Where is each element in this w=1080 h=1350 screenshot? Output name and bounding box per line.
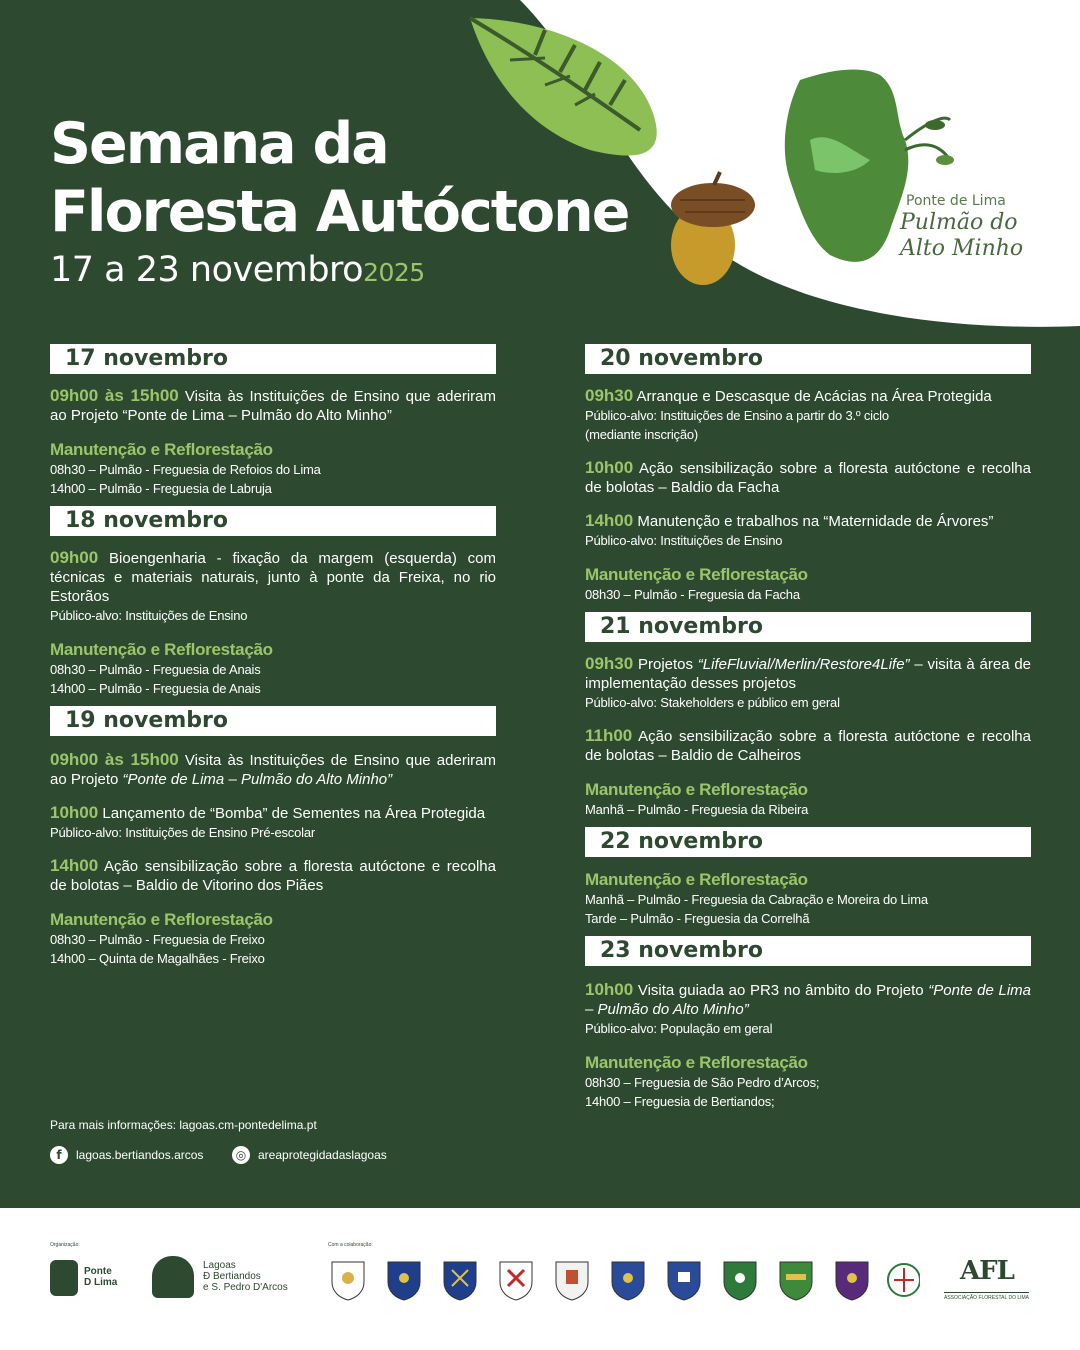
maintenance-item: Tarde – Pulmão - Freguesia da Correlhã [585, 911, 810, 926]
event-text: Visita às Instituições de Ensino que aderiram ao Projeto “Ponte de Lima – Pulmão do Alto Minho” [50, 388, 496, 424]
more-info-link[interactable]: Para mais informações: lagoas.cm-pontedelima.pt [50, 1118, 317, 1132]
event-time: 10h00 [585, 980, 634, 999]
sponsors-strip [0, 1208, 1080, 1350]
event-time: 10h00 [50, 803, 99, 822]
event-20-2 [585, 458, 1031, 497]
collaboration-label: Com a colaboração: [328, 1242, 373, 1248]
event-time: 14h00 [585, 511, 634, 530]
facebook-handle: lagoas.bertiandos.arcos [76, 1148, 204, 1162]
maintenance-title-23: Manutenção e Reflorestação [585, 1053, 808, 1072]
event-time: 09h30 [585, 386, 634, 405]
event-19-1 [50, 750, 496, 789]
event-audience: Público-alvo: Instituições de Ensino [585, 533, 783, 548]
event-text: Projetos [633, 656, 698, 673]
event-text: Ação sensibilização sobre a floresta autóctone e recolha de bolotas – Baldio de Calheiros [585, 728, 1031, 764]
crest-10 [836, 1262, 868, 1300]
event-23-1 [585, 980, 1031, 1019]
instagram-icon: ◎ [232, 1146, 250, 1164]
maintenance-item: 14h00 – Pulmão - Freguesia de Labruja [50, 481, 272, 496]
ponte-lima-logo-icon [50, 1260, 78, 1296]
schedule-left-column [50, 344, 496, 968]
maintenance-item: 08h30 – Pulmão - Freguesia de Anais [50, 662, 261, 677]
maintenance-item: 14h00 – Freguesia de Bertiandos; [585, 1094, 775, 1109]
facebook-link[interactable] [50, 1146, 203, 1164]
event-17-1 [50, 386, 496, 425]
crest-7 [668, 1262, 700, 1300]
day-header-21: 21 novembro [585, 612, 1031, 642]
maintenance-item: Manhã – Pulmão - Freguesia da Ribeira [585, 802, 809, 817]
event-text: – visita à área de implementação desses projetos [585, 656, 1031, 692]
event-audience: Público-alvo: População em geral [585, 1021, 773, 1036]
brand-tagline: Pulmão do Alto Minho [900, 210, 1024, 261]
page-title-line1: Semana da [50, 111, 388, 177]
maintenance-item: 14h00 – Quinta de Magalhães - Freixo [50, 951, 265, 966]
crest-1 [332, 1262, 364, 1300]
event-text: Ação sensibilização sobre a floresta autóctone e recolha de bolotas – Baldio da Facha [585, 460, 1031, 496]
event-time: 09h30 [585, 654, 634, 673]
instagram-link[interactable] [232, 1146, 387, 1164]
day-header-18: 18 novembro [50, 506, 496, 536]
event-audience: Público-alvo: Instituições de Ensino a partir do 3.º ciclo [585, 408, 889, 423]
event-audience: Público-alvo: Instituições de Ensino Pré-escolar [50, 825, 315, 840]
event-text: Ação sensibilização sobre a floresta autóctone e recolha de bolotas – Baldio de Vitorino dos Piães [50, 858, 496, 894]
ponte-lima-logo-text: Ponte D Lima [84, 1266, 118, 1288]
day-header-22: 22 novembro [585, 827, 1031, 857]
event-text: Bioengenharia - fixação da margem (esquerda) com técnicas e materiais naturais, junto à ponte da Freixa, no rio Estorãos [50, 550, 496, 605]
afl-logo-name: ASSOCIAÇÃO FLORESTAL DO LIMA [944, 1292, 1029, 1301]
event-audience: Público-alvo: Instituições de Ensino [50, 608, 248, 623]
organization-label: Organização: [50, 1242, 80, 1248]
crest-9 [780, 1262, 812, 1300]
event-20-1 [585, 386, 1031, 406]
maintenance-item: Manhã – Pulmão - Freguesia da Cabração e Moreira do Lima [585, 892, 928, 907]
crest-4 [500, 1262, 532, 1300]
event-19-3 [50, 856, 496, 895]
event-21-2 [585, 726, 1031, 765]
day-header-20: 20 novembro [585, 344, 1031, 374]
event-text: Arranque e Descasque de Acácias na Área Protegida [633, 388, 992, 405]
event-text-italic: “Ponte de Lima – Pulmão do Alto Minho” [122, 771, 393, 788]
maintenance-item: 08h30 – Freguesia de São Pedro d’Arcos; [585, 1075, 820, 1090]
maintenance-item: 14h00 – Pulmão - Freguesia de Anais [50, 681, 261, 696]
maintenance-title-20: Manutenção e Reflorestação [585, 565, 808, 584]
event-time: 14h00 [50, 856, 99, 875]
event-time: 10h00 [585, 458, 634, 477]
event-audience: Público-alvo: Stakeholders e público em geral [585, 695, 840, 710]
event-audience-note: (mediante inscrição) [585, 427, 699, 442]
lagoas-logo-text: Lagoas Ð Bertiandos e S. Pedro D'Arcos [203, 1260, 288, 1293]
crest-8 [724, 1262, 756, 1300]
event-text: Visita guiada ao PR3 no âmbito do Projeto [633, 982, 929, 999]
event-20-3 [585, 511, 1031, 531]
event-text-italic: “Ponte de Lima – Pulmão do Alto Minho” [585, 982, 1031, 1018]
parish-crests [320, 1250, 920, 1306]
event-time: 11h00 [585, 726, 633, 745]
schedule-right-column [585, 344, 1031, 1111]
event-text: Manutenção e trabalhos na “Maternidade de Árvores” [633, 513, 994, 530]
event-21-1 [585, 654, 1031, 693]
dates-year: 2025 [363, 258, 425, 287]
crest-3 [444, 1262, 476, 1300]
maintenance-title-22: Manutenção e Reflorestação [585, 870, 808, 889]
maintenance-item: 08h30 – Pulmão - Freguesia de Freixo [50, 932, 265, 947]
crest-6 [612, 1262, 644, 1300]
event-19-2 [50, 803, 496, 823]
page-title-line2: Floresta Autóctone [50, 179, 629, 245]
event-time: 09h00 [50, 548, 99, 567]
maintenance-title-17: Manutenção e Reflorestação [50, 440, 273, 459]
day-header-17: 17 novembro [50, 344, 496, 374]
event-18-1 [50, 548, 496, 606]
event-text: Lançamento de “Bomba” de Sementes na Área Protegida [98, 805, 486, 822]
facebook-icon: f [50, 1146, 68, 1164]
maintenance-title-19: Manutenção e Reflorestação [50, 910, 273, 929]
event-text: Visita às Instituições de Ensino que aderiram ao Projeto [50, 752, 496, 788]
brand-place: Ponte de Lima [906, 193, 1006, 209]
maintenance-item: 08h30 – Pulmão - Freguesia da Facha [585, 587, 800, 602]
event-time: 09h00 às 15h00 [50, 750, 179, 769]
event-time: 09h00 às 15h00 [50, 386, 179, 405]
crest-2 [388, 1262, 420, 1300]
maintenance-title-18: Manutenção e Reflorestação [50, 640, 273, 659]
day-header-19: 19 novembro [50, 706, 496, 736]
lagoas-logo-icon [152, 1256, 194, 1298]
scout-emblem-icon [888, 1264, 920, 1296]
afl-logo-text: AFL [960, 1256, 1014, 1286]
day-header-23: 23 novembro [585, 936, 1031, 966]
crest-5 [556, 1262, 588, 1300]
event-text-italic: “LifeFluvial/Merlin/Restore4Life” [697, 656, 910, 673]
event-dates [50, 250, 425, 290]
instagram-handle: areaprotegidadaslagoas [258, 1148, 387, 1162]
maintenance-item: 08h30 – Pulmão - Freguesia de Refoios do Lima [50, 462, 321, 477]
dates-main: 17 a 23 novembro [50, 250, 364, 290]
maintenance-title-21: Manutenção e Reflorestação [585, 780, 808, 799]
